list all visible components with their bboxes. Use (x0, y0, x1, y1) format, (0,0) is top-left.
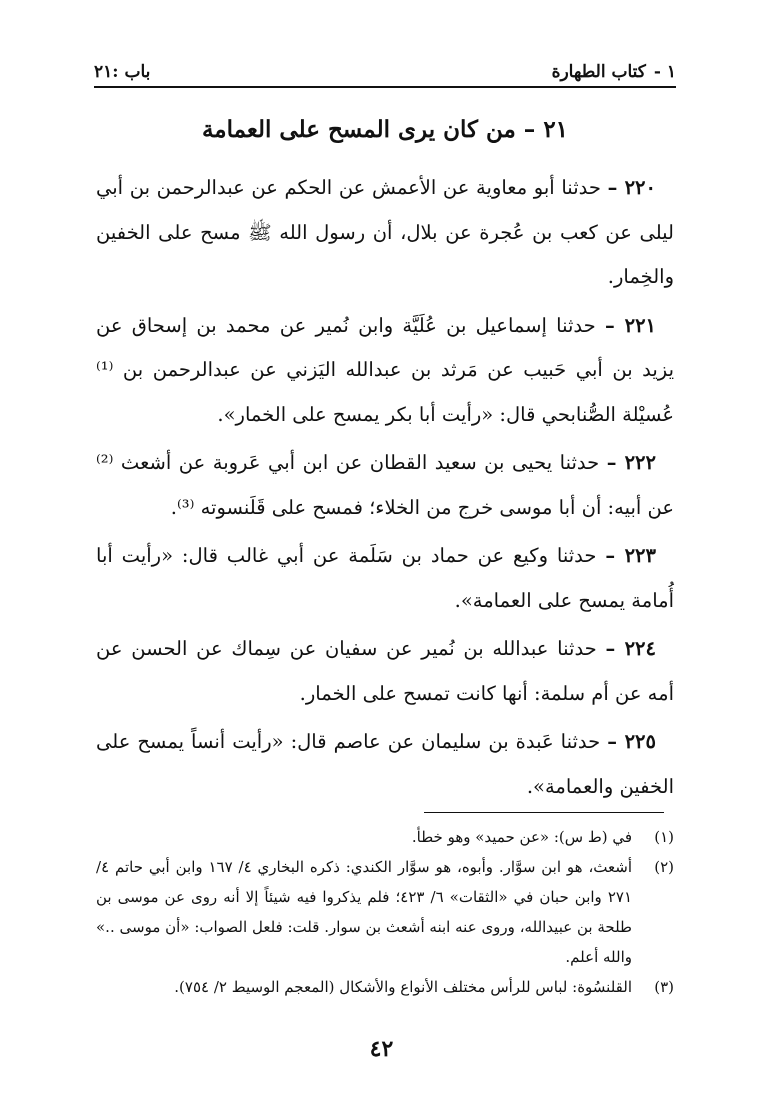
hadith-text: حدثنا عَبدة بن سليمان عن عاصم قال: «رأيت أنساً يمسح على الخفين والعمامة». (96, 730, 674, 798)
hadith-text: حدثنا عبدالله بن نُمير عن سفيان عن سِماك عن الحسن عن أمه عن أم سلمة: أنها كانت تمسح على الخمار. (96, 637, 674, 705)
hadith-number: ٢٢٥ – (607, 730, 656, 753)
hadith-222 (96, 441, 674, 530)
book-number: ١ - (653, 62, 676, 82)
hadith-number: ٢٢٤ – (605, 637, 656, 660)
footnote-text: أشعث، هو ابن سوَّار. وأبوه، هو سوَّار الكندي: ذكره البخاري ٤/ ١٦٧ وابن أبي حاتم ٤/ ٢٧١ وابن حبان في «الثقات» ٦/ ٤٢٣؛ فلم يذكروا فيه شيئاً إلا أنه روى عن موسى بن طلحة بن عبيدالله، وروى عنه ابنه أشعث بن سوار. قلت: فلعل الصواب: «أن موسى ..» والله أعلم. (96, 858, 632, 966)
hadith-text: حدثنا أبو معاوية عن الأعمش عن الحكم عن عبدالرحمن بن أبي ليلى عن كعب بن عُجرة عن بلال، أن رسول الله ﷺ مسح على الخفين والخِمار. (96, 176, 674, 288)
footnote-3 (96, 972, 674, 1002)
hadith-text: حدثنا وكيع عن حماد بن سَلَمة عن أبي غالب قال: «رأيت أبا أُمامة يمسح على العمامة». (96, 544, 674, 612)
footnote-number: (٣) (654, 978, 674, 996)
page-number: ٤٢ (369, 1036, 394, 1062)
footnote-text: القلنسُوة: لباس للرأس مختلف الأنواع والأشكال (المعجم الوسيط ٢/ ٧٥٤). (174, 978, 632, 996)
footnote-number: (٢) (654, 858, 674, 876)
footnotes (96, 822, 674, 1002)
hadith-221 (96, 304, 674, 438)
hadith-220 (96, 166, 674, 300)
hadith-text: حدثنا إسماعيل بن عُلَيَّة وابن نُمير عن محمد بن إسحاق عن يزيد بن أبي حَبيب عن مَرثد بن عبدالله اليَزني عن عبدالرحمن بن ⁽¹⁾ عُسيْلة الصُّنابحي قال: «رأيت أبا بكر يمسح على الخمار». (96, 313, 674, 426)
footnote-number: (١) (654, 828, 674, 846)
footnote-divider (424, 812, 664, 813)
chapter-title: ٢١ – من كان يرى المسح على العمامة (201, 116, 569, 143)
hadith-225 (96, 720, 674, 809)
footnote-2 (96, 852, 674, 972)
hadith-223 (96, 534, 674, 623)
hadith-list (96, 166, 674, 813)
book-title (552, 62, 676, 82)
hadith-number: ٢٢٢ – (606, 451, 656, 474)
hadith-text: حدثنا يحيى بن سعيد القطان عن ابن أبي عَروبة عن أشعث ⁽²⁾ عن أبيه: أن أبا موسى خرج من الخلاء؛ فمسح على قَلَنسوته ⁽³⁾. (96, 451, 674, 519)
footnote-1 (96, 822, 674, 852)
hadith-number: ٢٢١ – (604, 313, 657, 337)
running-header (94, 58, 676, 88)
hadith-number: ٢٢٠ – (607, 176, 656, 199)
book-name: كتاب الطهارة (551, 62, 646, 82)
footnote-text: في (ط س): «عن حميد» وهو خطأ. (411, 828, 632, 846)
hadith-number: ٢٢٣ – (605, 544, 656, 567)
chapter-reference: باب :٢١ (94, 62, 151, 82)
hadith-224 (96, 627, 674, 716)
